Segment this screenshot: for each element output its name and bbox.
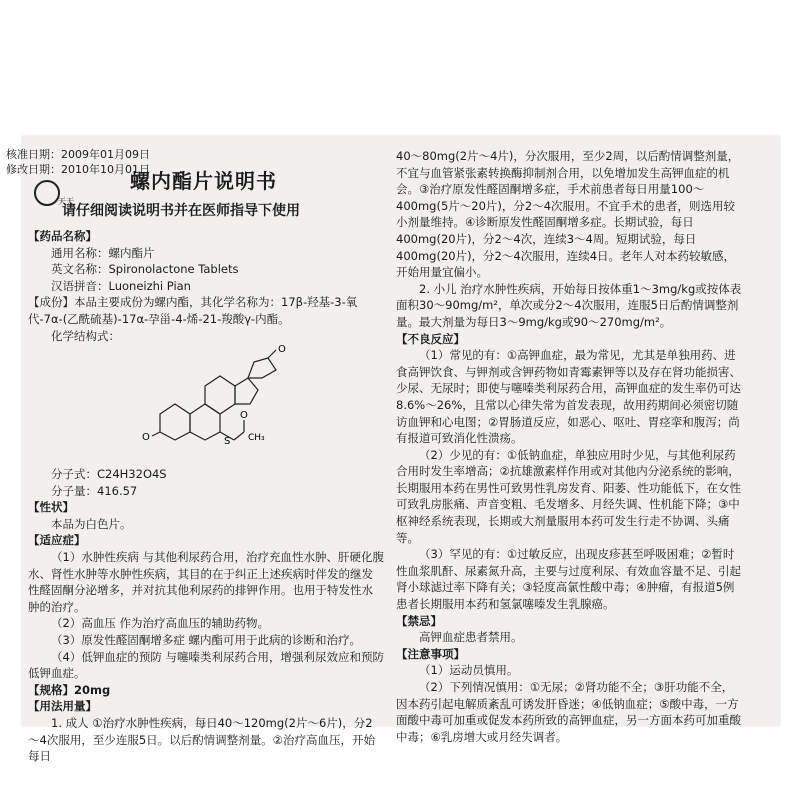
drug-name-heading: 【药品名称】 bbox=[28, 229, 97, 243]
usage-adult: 1. 成人 ①治疗水肿性疾病，每日40～120mg(2片～6片)，分2～4次服用，至少连服5日。以后酌情调整剂量。②治疗高血压，开始每日 bbox=[28, 715, 375, 764]
adverse-reaction-3: （3）罕见的有：①过敏反应，出现皮疹甚至呼吸困难；②暂时性血浆肌酐、尿素氮升高，主要与过度利尿、有效血容量不足、引起肾小球滤过率下降有关；③轻度高氯性酸中毒；④肿瘤，有报道5例患者长期服用本药和氢氯噻嗪发生乳腺癌。 bbox=[396, 547, 741, 612]
adverse-reaction-1: （1）常见的有：①高钾血症，最为常见，尤其是单独用药、进食高钾饮食、与钾剂或含钾药物如青霉素钾等以及存在肾功能损害、少尿、无尿时；即使与噻嗪类利尿药合用，高钾血症的发生率仍可达8.6%～26%，且常以心律失常为首发表现，故用药期间必须密切随访血钾和心电图；②胃肠道反应，如恶心、呕吐、胃痉挛和腹泻；尚有报道可致消化性溃疡。 bbox=[396, 348, 741, 446]
svg-text:CH₃: CH₃ bbox=[248, 433, 265, 443]
adverse-reaction-2: （2）少见的有：①低钠血症，单独应用时少见，与其他利尿药合用时发生率增高；②抗雄激素样作用或对其他内分泌系统的影响，长期服用本药在男性可致男性乳房发育、阳萎、性功能低下，在女性可致乳房胀痛、声音变粗、毛发增多、月经失调、性机能下降；③中枢神经系统表现，长期或大剂量服用本药可发生行走不协调、头痛等。 bbox=[396, 447, 741, 545]
brand-logo bbox=[34, 180, 60, 206]
svg-text:O: O bbox=[240, 410, 248, 421]
chemical-structure-diagram bbox=[140, 344, 290, 454]
properties-heading: 【性状】 bbox=[28, 500, 74, 515]
indication-3: （3）原发性醛固酮增多症 螺内酯可用于此病的诊断和治疗。 bbox=[51, 632, 361, 647]
brand-logo-text: 天天 bbox=[58, 197, 74, 206]
svg-text:O: O bbox=[142, 432, 150, 443]
svg-text:O: O bbox=[278, 344, 286, 355]
indication-1: （1）水肿性疾病 与其他利尿药合用，治疗充血性水肿、肝硬化腹水、肾性水肿等水肿性疾病，其目的在于纠正上述疾病时伴发的继发性醛固酮分泌增多，并对抗其他利尿药的排钾作用。也用于特发性水肿的治疗。 bbox=[28, 549, 384, 614]
indication-4: （4）低钾血症的预防 与噻嗪类利尿药合用，增强利尿效应和预防低钾血症。 bbox=[28, 649, 384, 681]
approval-date: 核准日期：2009年01月09日 bbox=[6, 148, 150, 161]
revision-date: 修改日期：2010年10月01日 bbox=[6, 163, 150, 176]
contraindications-heading: 【禁忌】 bbox=[396, 613, 442, 628]
adverse-reactions-heading: 【不良反应】 bbox=[396, 331, 465, 346]
precaution-1: （1）运动员慎用。 bbox=[419, 663, 519, 678]
indications-heading: 【适应症】 bbox=[28, 533, 86, 548]
ingredients-section: 【成份】本品主要成份为螺内酯，其化学名称为：17β-羟基-3-氧代-7α-(乙酰硫基)-17α-孕甾-4-烯-21-羧酸γ-内酯。 bbox=[28, 295, 358, 326]
indication-2: （2）高血压 作为治疗高血压的辅助药物。 bbox=[51, 616, 269, 631]
english-name: 英文名称：Spironolactone Tablets bbox=[51, 262, 239, 277]
generic-name: 通用名称：螺内酯片 bbox=[51, 245, 155, 260]
usage-children: 2. 小儿 治疗水肿性疾病，开始每日按体重1～3mg/kg或按体表面积30～90mg/m²，单次或分2～4次服用，连服5日后酌情调整剂量。最大剂量为每日3～9mg/kg或90～270mg/m²。 bbox=[396, 281, 742, 329]
specification: 【规格】20mg bbox=[28, 682, 111, 697]
precautions-heading: 【注意事项】 bbox=[396, 646, 465, 661]
properties-text: 本品为白色片。 bbox=[51, 516, 132, 531]
molecular-weight: 分子量：416.57 bbox=[51, 483, 138, 498]
document-subtitle: 请仔细阅读说明书并在医师指导下使用 bbox=[62, 203, 300, 219]
document-title: 螺内酯片说明书 bbox=[130, 169, 277, 193]
contraindications-text: 高钾血症患者禁用。 bbox=[419, 630, 523, 645]
svg-text:S: S bbox=[224, 436, 231, 447]
usage-heading: 【用法用量】 bbox=[28, 699, 97, 714]
usage-continued: 40～80mg(2片～4片)，分次服用，至少2周，以后酌情调整剂量，不宜与血管紧张素转换酶抑制剂合用，以免增加发生高钾血症的机会。③治疗原发性醛固酮增多症，手术前患者每日用量100～400mg(5片～20片)，分2～4次服用。不宜手术的患者，则选用较小剂量维持。④诊断原发性醛固酮增多症。长期试验，每日400mg(20片)，分2～4次，连续3～4周。短期试验，每日400mg(20片)，分2～4次服用，连续4日。老年人对本药较敏感，开始用量宜偏小。 bbox=[396, 149, 740, 280]
molecular-formula: 分子式：C24H32O4S bbox=[51, 467, 167, 481]
pinyin-name: 汉语拼音：Luoneizhi Pian bbox=[51, 278, 191, 293]
precaution-2: （2）下列情况慎用：①无尿；②肾功能不全；③肝功能不全，因本药引起电解质紊乱可诱发肝昏迷；④低钠血症；⑤酸中毒，一方面酸中毒可加重或促发本药所致的高钾血症，另一方面本药可加重酸中毒；⑥乳房增大或月经失调者。 bbox=[396, 680, 741, 744]
structure-heading: 化学结构式： bbox=[51, 328, 120, 343]
approval-dates bbox=[6, 147, 150, 177]
